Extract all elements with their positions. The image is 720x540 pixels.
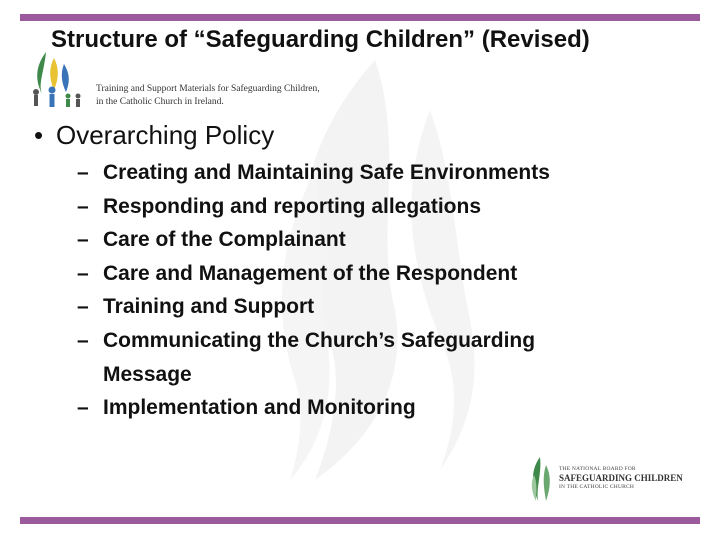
header-logo-line-2: in the Catholic Church in Ireland.: [96, 97, 224, 107]
dash-icon: –: [77, 194, 89, 218]
sub-item-text-continued: Message: [103, 362, 192, 386]
bullet-dot-icon: •: [34, 120, 44, 150]
top-accent-bar: [20, 14, 700, 21]
dash-icon: –: [77, 328, 89, 352]
sub-item-text: Care of the Complainant: [103, 228, 346, 252]
sub-bullet-list: [77, 156, 550, 425]
sub-item-6: [77, 324, 550, 391]
sub-item-1: [77, 156, 550, 190]
sub-item-text: Communicating the Church’s Safeguarding: [103, 328, 536, 352]
national-board-logo-icon: [526, 455, 556, 505]
footer-logo-line-1: THE NATIONAL BOARD FOR: [559, 466, 636, 472]
sub-item-7: [77, 391, 550, 425]
sub-item-text: Creating and Maintaining Safe Environments: [103, 161, 550, 184]
header-logo-line-1: Training and Support Materials for Safeguarding Children,: [96, 84, 320, 94]
sub-item-5: [77, 290, 550, 324]
bottom-accent-bar: [20, 517, 700, 524]
sub-item-text: Care and Management of the Respondent: [103, 261, 518, 285]
sub-item-text: Responding and reporting allegations: [103, 194, 482, 218]
dash-icon: –: [77, 396, 89, 420]
sub-item-2: [77, 190, 550, 224]
slide-title: Structure of “Safeguarding Children” (Revised): [51, 26, 590, 53]
sub-item-4: [77, 257, 550, 291]
main-bullet-text: Overarching Policy: [56, 120, 275, 150]
footer-logo-text: [559, 466, 683, 491]
sub-item-3: [77, 223, 550, 257]
dash-icon: –: [77, 295, 89, 319]
main-bullet: [34, 120, 274, 151]
footer-logo-line-3: IN THE CATHOLIC CHURCH: [559, 484, 635, 490]
dash-icon: –: [77, 161, 89, 184]
footer-logo-line-2: SAFEGUARDING CHILDREN: [559, 473, 683, 483]
sub-item-text: Training and Support: [103, 295, 315, 319]
sub-item-text: Implementation and Monitoring: [103, 396, 416, 420]
header-logo-text: [96, 83, 320, 109]
dash-icon: –: [77, 261, 89, 285]
dash-icon: –: [77, 228, 89, 252]
safeguarding-logo-icon: [24, 50, 92, 110]
